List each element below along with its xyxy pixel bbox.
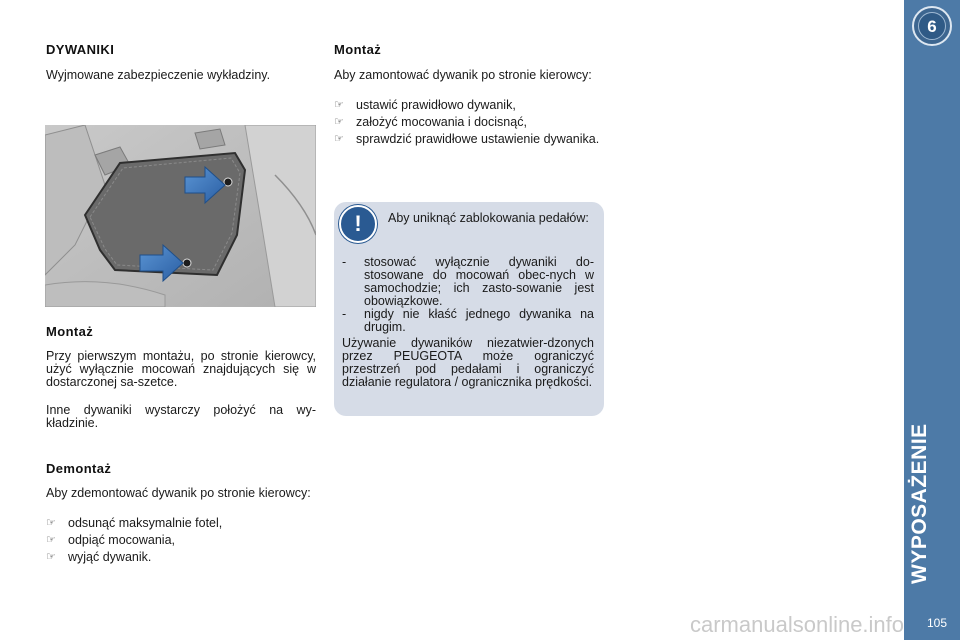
hand-pointer-icon: ☞ [46,551,56,563]
chapter-number: 6 [918,12,946,40]
section-subtitle: Wyjmowane zabezpieczenie wykładziny. [46,68,271,82]
note-item: - stosować wyłącznie dywaniki do-stosowane do mocowań obec-nych w samochodzie; ich zasto-sowanie jest obowiązkowe. [342,255,594,308]
warning-icon: ! [339,205,377,243]
chapter-title: WYPOSAŻENIE [908,423,931,584]
hand-pointer-icon: ☞ [46,517,56,529]
floor-mat-photo [45,125,316,307]
montaz-paragraph-2: Inne dywaniki wystarczy położyć na wy-kładzinie. [46,403,316,430]
section-heading: DYWANIKI [46,42,115,57]
note-item: - nigdy nie kłaść jednego dywanika na drugim. [342,307,594,334]
hand-pointer-icon: ☞ [334,133,344,145]
list-item: ☞ sprawdzić prawidłowe ustawienie dywanika. [334,132,600,146]
chapter-badge [912,6,952,46]
demontaz-intro: Aby zdemontować dywanik po stronie kierowcy: [46,486,311,500]
montaz-intro: Aby zamontować dywanik po stronie kierowcy: [334,68,592,82]
hand-pointer-icon: ☞ [46,534,56,546]
list-item: ☞ ustawić prawidłowo dywanik, [334,98,516,112]
page-number: 105 [926,616,948,630]
montaz-heading-right: Montaż [334,42,382,57]
note-title: Aby uniknąć zablokowania pedałów: [388,211,589,225]
list-item: ☞ wyjąć dywanik. [46,550,152,564]
watermark: carmanualsonline.info [690,612,905,637]
list-item: ☞ odsunąć maksymalnie fotel, [46,516,223,530]
note-footer: Używanie dywaników niezatwier-dzonych przez PEUGEOTA może ograniczyć przestrzeń pod pedałami i ograniczyć działanie regulatora / ogranicznika prędkości. [342,336,594,389]
hand-pointer-icon: ☞ [334,99,344,111]
montaz-paragraph: Przy pierwszym montażu, po stronie kierowcy, użyć wyłącznie mocowań znajdujących się w dostarczonej sa-szetce. [46,349,316,389]
list-item: ☞ założyć mocowania i docisnąć, [334,115,527,129]
list-item: ☞ odpiąć mocowania, [46,533,176,547]
hand-pointer-icon: ☞ [334,116,344,128]
demontaz-heading: Demontaż [46,461,112,476]
montaz-heading: Montaż [46,324,94,339]
